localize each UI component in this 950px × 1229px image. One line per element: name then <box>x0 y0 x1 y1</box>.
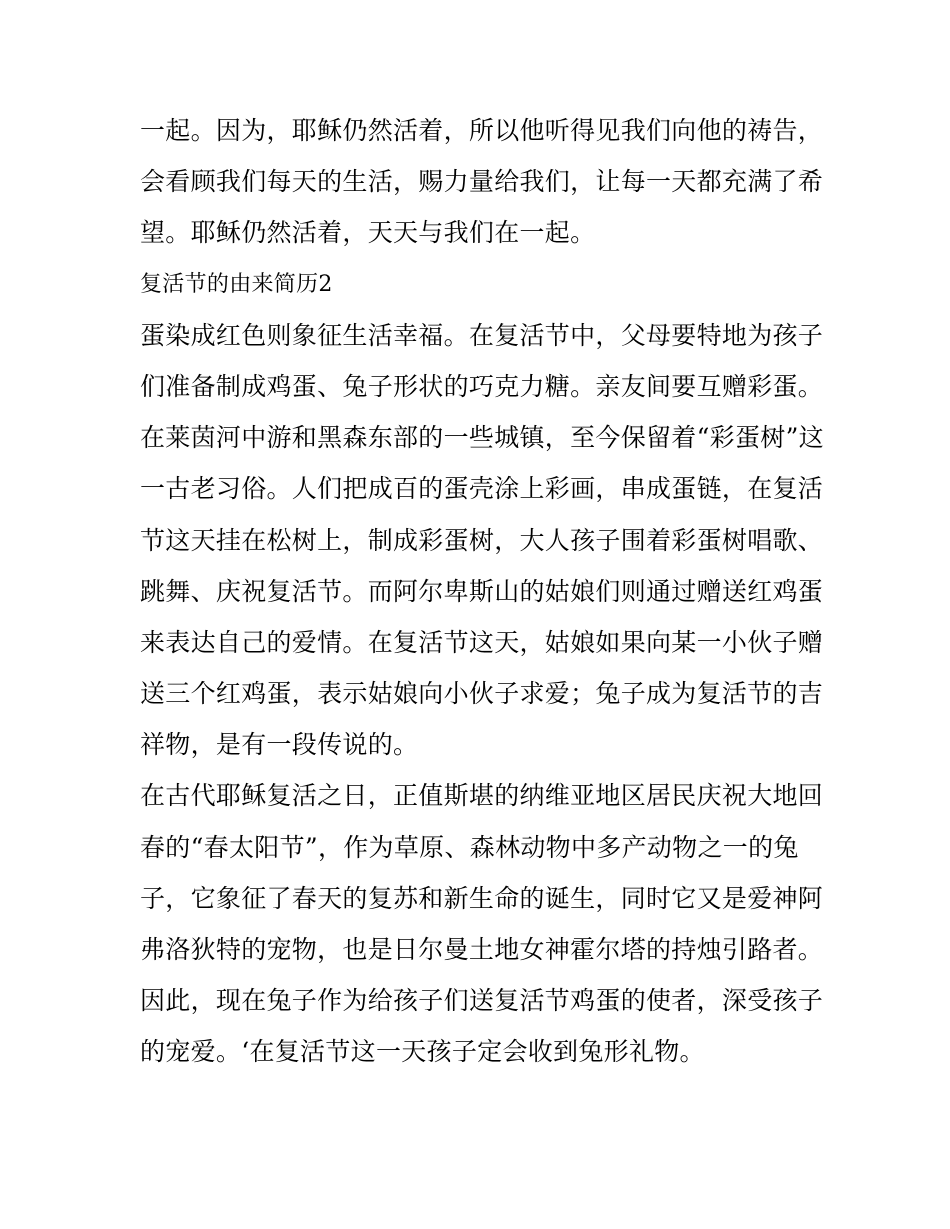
text-line: 子，它象征了春天的复苏和新生命的诞生，同时它又是爱神阿 <box>140 883 824 913</box>
text-line: 一起。因为，耶稣仍然活着，所以他听得见我们向他的祷告， <box>140 116 824 145</box>
document-body <box>140 105 824 1078</box>
text-line: 送三个红鸡蛋，表示姑娘向小伙子求爱；兔子成为复活节的吉 <box>140 679 824 709</box>
text-line: 们准备制成鸡蛋、兔子形状的巧克力糖。亲友间要互赠彩蛋。 <box>140 371 824 401</box>
text-line: 在莱茵河中游和黑森东部的一些城镇，至今保留着“彩蛋树”这 <box>140 423 824 453</box>
text-line: 在古代耶稣复活之日，正值斯堪的纳维亚地区居民庆祝大地回 <box>140 781 824 811</box>
section-heading: 复活节的由来简历2 <box>140 271 333 297</box>
paragraph-2 <box>140 310 824 771</box>
text-line: 节这天挂在松树上，制成彩蛋树，大人孩子围着彩蛋树唱歌、 <box>140 525 824 555</box>
text-line: 的宠爱。‘在复活节这一天孩子定会收到兔形礼物。 <box>140 1037 705 1067</box>
text-line: 一古老习俗。人们把成百的蛋壳涂上彩画，串成蛋链，在复活 <box>140 474 824 504</box>
paragraph-1 <box>140 105 824 259</box>
text-line: 春的“春太阳节”，作为草原、森林动物中多产动物之一的兔 <box>140 832 799 862</box>
text-line: 望。耶稣仍然活着，天天与我们在一起。 <box>140 218 596 248</box>
text-line: 来表达自己的爱情。在复活节这天，姑娘如果向某一小伙子赠 <box>140 627 824 657</box>
text-line: 因此，现在兔子作为给孩子们送复活节鸡蛋的使者，深受孩子 <box>140 986 824 1016</box>
text-line: 弗洛狄特的宠物，也是日尔曼土地女神霍尔塔的持烛引路者。 <box>140 935 824 964</box>
text-line: 蛋染成红色则象征生活幸福。在复活节中，父母要特地为孩子 <box>140 320 824 350</box>
text-line: 会看顾我们每天的生活，赐力量给我们，让每一天都充满了希 <box>140 167 824 197</box>
text-line: 跳舞、庆祝复活节。而阿尔卑斯山的姑娘们则通过赠送红鸡蛋 <box>140 576 824 606</box>
paragraph-3 <box>140 770 824 1077</box>
text-line: 祥物，是有一段传说的。 <box>140 730 419 760</box>
